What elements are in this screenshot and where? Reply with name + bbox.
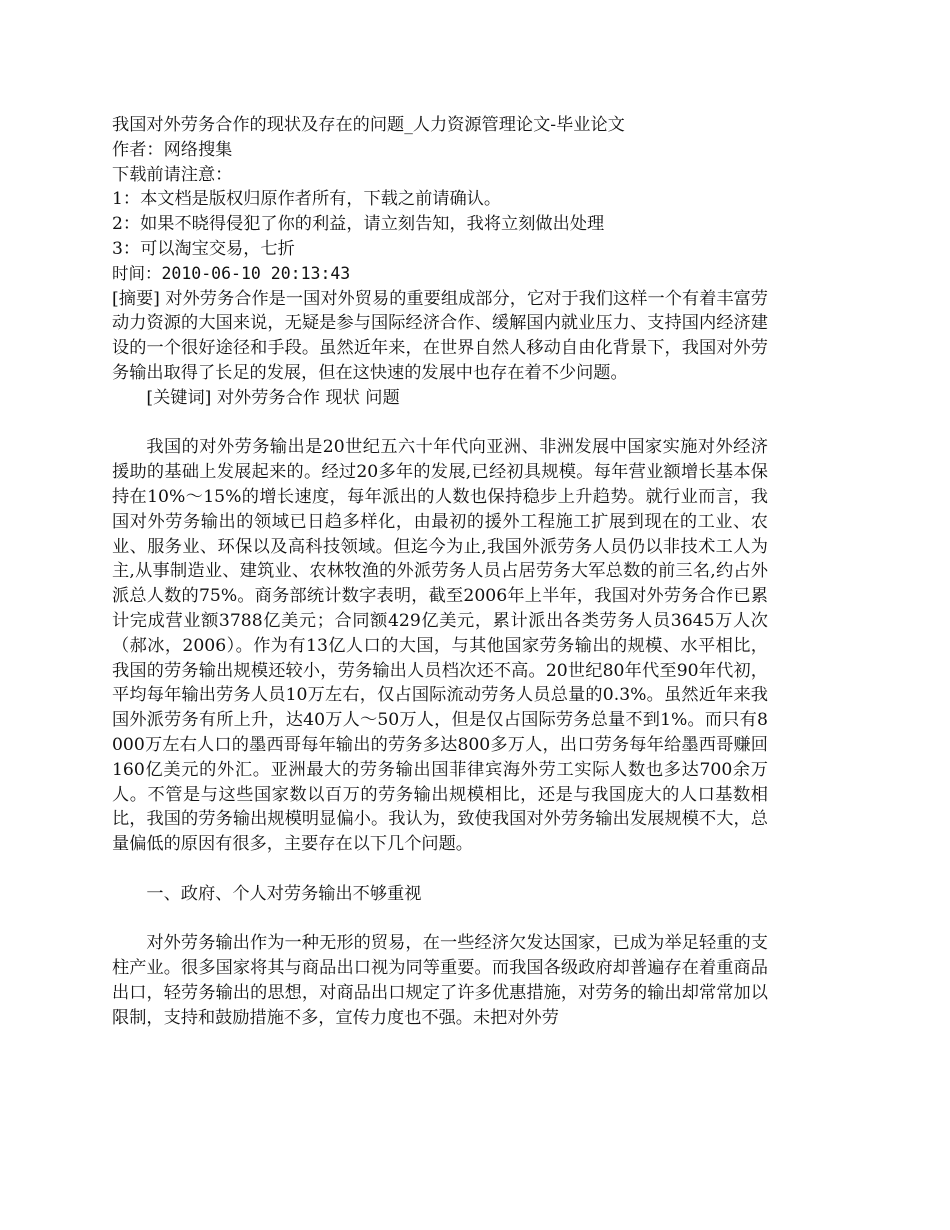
document-title: 我国对外劳务合作的现状及存在的问题_人力资源管理论文-毕业论文 — [112, 115, 625, 135]
paragraph-gap — [112, 411, 768, 436]
notice-item: 3：可以淘宝交易，七折 — [112, 238, 295, 259]
body-paragraph: 对外劳务输出作为一种无形的贸易，在一些经济欠发达国家，已成为举足轻重的支柱产业。很多国家将其与商品出口视为同等重要。而我国各级政府却普遍存在着重商品出口，轻劳务输出的思想，对商品出口规定了许多优惠措施，对劳务的输出却常常加以限制，支持和鼓励措施不多，宣传力度也不强。未把对外劳 — [112, 933, 768, 1028]
abstract-paragraph: [摘要] 对外劳务合作是一国对外贸易的重要组成部分，它对于我们这样一个有着丰富劳动力资源的大国来说，无疑是参与国际经济合作、缓解国内就业压力、支持国内经济建设的一个很好途径和手段。虽然近年来，在世界自然人移动自由化背景下，我国对外劳务输出取得了长足的发展，但在这快速的发展中也存在着不少问题。 — [112, 288, 768, 383]
section-heading: 一、政府、个人对劳务输出不够重视 — [146, 883, 422, 904]
keywords-line: [关键词] 对外劳务合作 现状 问题 — [146, 387, 400, 408]
author-line: 作者：网络搜集 — [112, 139, 233, 160]
timestamp-line: 时间：2010-06-10 20:13:43 — [112, 263, 351, 283]
notice-item: 1：本文档是版权归原作者所有，下载之前请确认。 — [112, 189, 502, 210]
notice-heading: 下载前请注意： — [112, 164, 233, 185]
paragraph-gap — [112, 907, 768, 932]
document-page — [112, 113, 768, 1030]
body-paragraph: 我国的对外劳务输出是20世纪五六十年代向亚洲、非洲发展中国家实施对外经济援助的基础上发展起来的。经过20多年的发展,已经初具规模。每年营业额增长基本保持在10%～15%的增长速度，每年派出的人数也保持稳步上升趋势。就行业而言，我国对外劳务输出的领域已日趋多样化，由最初的援外工程施工扩展到现在的工业、农业、服务业、环保以及高科技领域。但迄今为止,我国外派劳务人员仍以非技术工人为主,从事制造业、建筑业、农林牧渔的外派劳务人员占居劳务大军总数的前三名,约占外派总人数的75%。商务部统计数字表明，截至2006年上半年，我国对外劳务合作已累计完成营业额3788亿美元；合同额429亿美元，累计派出各类劳务人员3645万人次（郝冰，2006）。作为有13亿人口的大国，与其他国家劳务输出的规模、水平相比，我国的劳务输出规模还较小，劳务输出人员档次还不高。20世纪80年代至90年代初，平均每年输出劳务人员10万左右，仅占国际流动劳务人员总量的0.3%。虽然近年来我国外派劳务有所上升，达40万人～50万人，但是仅占国际劳务总量不到1%。而只有8000万左右人口的墨西哥每年输出的劳务多达800多万人，出口劳务每年给墨西哥赚回160亿美元的外汇。亚洲最大的劳务输出国菲律宾海外劳工实际人数也多达700余万人。不管是与这些国家数以百万的劳务输出规模相比，还是与我国庞大的人口基数相比，我国的劳务输出规模明显偏小。我认为，致使我国对外劳务输出发展规模不大，总量偏低的原因有很多，主要存在以下几个问题。 — [112, 437, 768, 855]
notice-item: 2：如果不晓得侵犯了你的利益，请立刻告知，我将立刻做出处理 — [112, 214, 605, 235]
paragraph-gap — [112, 857, 768, 882]
